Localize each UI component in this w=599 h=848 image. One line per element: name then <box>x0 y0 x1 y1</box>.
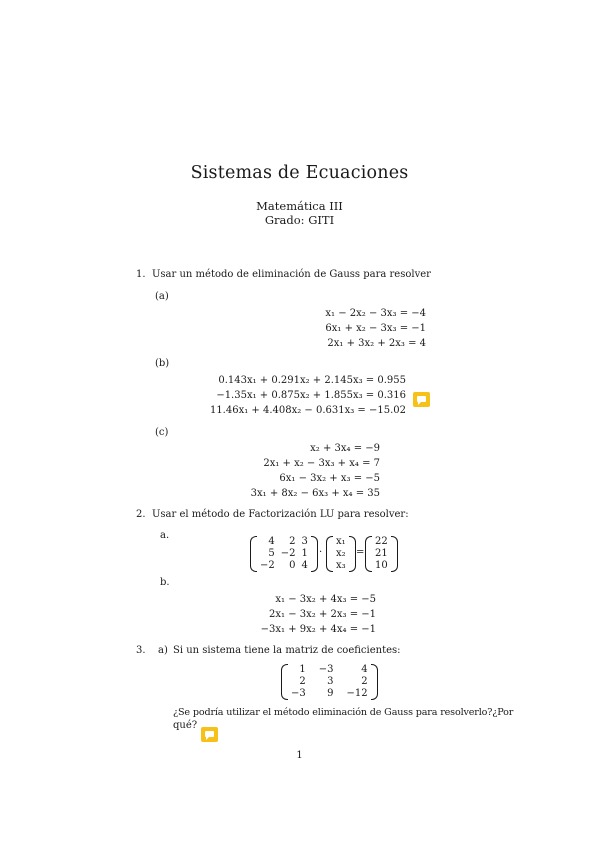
matrix-cell: 21 <box>375 548 388 559</box>
equation-1c-2: 2x₁ + x₂ − 3x₃ + x₄ = 7 <box>263 458 380 469</box>
problem-3-text: Si un sistema tiene la matriz de coeficientes: <box>173 645 401 656</box>
problem-2b-label: b. <box>160 577 170 588</box>
matrix-cell: 1 <box>301 548 308 559</box>
matrix-cell: 10 <box>375 560 388 571</box>
document-title: Sistemas de Ecuaciones <box>190 163 409 183</box>
vector-x <box>333 536 349 572</box>
matrix-cell: 2 <box>361 676 368 687</box>
matrix-cell: 3 <box>301 536 308 547</box>
comment-note-icon[interactable] <box>201 727 218 742</box>
equation-1b-1: 0.143x₁ + 0.291x₂ + 2.145x₃ = 0.955 <box>218 375 406 386</box>
matrix-cell: −2 <box>260 560 275 571</box>
equation-1a-2: 6x₁ + x₂ − 3x₃ = −1 <box>325 323 426 334</box>
equation-2b-2: 2x₁ − 3x₂ + 2x₃ = −1 <box>269 609 376 620</box>
problem-2-text: Usar el método de Factorización LU para resolver: <box>152 509 409 520</box>
problem-1b-label: (b) <box>155 358 170 369</box>
page-number: 1 <box>296 750 303 761</box>
problem-3-question-line-2: qué? <box>173 720 198 731</box>
comment-note-icon[interactable] <box>413 392 430 407</box>
problem-3a-label: a) <box>158 645 168 656</box>
matrix-cell: −12 <box>346 688 368 699</box>
subject-line: Matemática III <box>256 199 343 213</box>
matrix-cell: x₁ <box>336 536 346 547</box>
equation-1a-1: x₁ − 2x₂ − 3x₃ = −4 <box>325 308 426 319</box>
problem-1-text: Usar un método de eliminación de Gauss para resolver <box>152 269 431 280</box>
equation-1b-3: 11.46x₁ + 4.408x₂ − 0.631x₃ = −15.02 <box>209 405 406 416</box>
equation-1c-4: 3x₁ + 8x₂ − 6x₃ + x₄ = 35 <box>250 488 380 499</box>
equation-2b-3: −3x₁ + 9x₂ + 4x₄ = −1 <box>260 624 376 635</box>
matrix-cell: −2 <box>280 548 296 559</box>
problem-2-number: 2. <box>136 509 146 520</box>
problem-1c-label: (c) <box>155 427 169 438</box>
matrix-cell: 0 <box>289 560 296 571</box>
matrix-cell: x₂ <box>336 548 346 559</box>
dot-operator: · <box>319 547 323 558</box>
equation-1c-3: 6x₁ − 3x₂ + x₃ = −5 <box>279 473 380 484</box>
matrix-cell: 4 <box>268 536 275 547</box>
matrix-cell: −3 <box>291 688 306 699</box>
problem-3-question-line-1: ¿Se podría utilizar el método eliminación de Gauss para resolverlo?¿Por <box>173 707 514 718</box>
equation-1b-2: −1.35x₁ + 0.875x₂ + 1.855x₃ = 0.316 <box>216 390 406 401</box>
matrix-cell: x₃ <box>336 560 346 571</box>
matrix-cell: 9 <box>327 688 334 699</box>
equation-1a-3: 2x₁ + 3x₂ + 2x₃ = 4 <box>327 338 426 349</box>
equals-sign: = <box>356 547 365 558</box>
matrix-cell: 2 <box>299 676 306 687</box>
equation-1c-1: x₂ + 3x₄ = −9 <box>310 443 380 454</box>
matrix-a <box>257 536 311 572</box>
matrix-cell: 4 <box>361 664 368 675</box>
matrix-cell: 5 <box>268 548 275 559</box>
degree-line: Grado: GITI <box>264 213 335 227</box>
coefficient-matrix <box>288 664 371 700</box>
problem-3-number: 3. <box>136 645 146 656</box>
problem-1a-label: (a) <box>155 291 169 302</box>
matrix-cell: 2 <box>289 536 296 547</box>
matrix-cell: 1 <box>299 664 306 675</box>
matrix-cell: 3 <box>327 676 334 687</box>
problem-1-number: 1. <box>136 269 146 280</box>
problem-2a-label: a. <box>160 530 170 541</box>
vector-b <box>372 536 391 572</box>
matrix-cell: −3 <box>318 664 334 675</box>
matrix-cell: 22 <box>375 536 388 547</box>
matrix-cell: 4 <box>301 560 308 571</box>
equation-2b-1: x₁ − 3x₂ + 4x₃ = −5 <box>275 594 376 605</box>
